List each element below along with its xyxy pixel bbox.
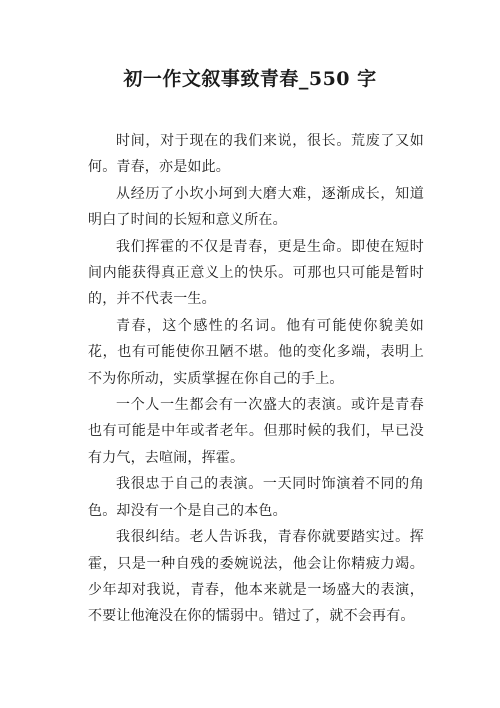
paragraph-5: 一个人一生都会有一次盛大的表演。或许是青春也有可能是中年或者老年。但那时候的我们，早已没有力气，去喧闹，挥霍。 [88, 397, 424, 466]
paragraph-3: 我们挥霍的不仅是青春，更是生命。即使在短时间内能获得真正意义上的快乐。可那也只可能是暂时的，并不代表一生。 [88, 238, 424, 308]
article-body [88, 128, 424, 630]
paragraph-6: 我很忠于自己的表演。一天同时饰演着不同的角色。却没有一个是自己的本色。 [88, 476, 424, 519]
paragraph-1: 时间，对于现在的我们来说，很长。荒废了又如何。青春，亦是如此。 [88, 133, 424, 176]
paragraph-7: 我很纠结。老人告诉我，青春你就要踏实过。挥霍，只是一种自残的委婉说法，他会让你精疲力竭。少年却对我说，青春，他本来就是一场盛大的表演，不要让他淹没在你的懦弱中。错过了，就不会再有。 [88, 529, 424, 625]
paragraph-2: 从经历了小坎小坷到大磨大难，逐渐成长，知道明白了时间的长短和意义所在。 [88, 185, 424, 229]
paragraph-4: 青春，这个感性的名词。他有可能使你貌美如花，也有可能使你丑陋不堪。他的变化多端，表明上不为你所动，实质掌握在你自己的手上。 [88, 317, 424, 387]
document-title: 初一作文叙事致青春_550 字 [123, 68, 377, 90]
